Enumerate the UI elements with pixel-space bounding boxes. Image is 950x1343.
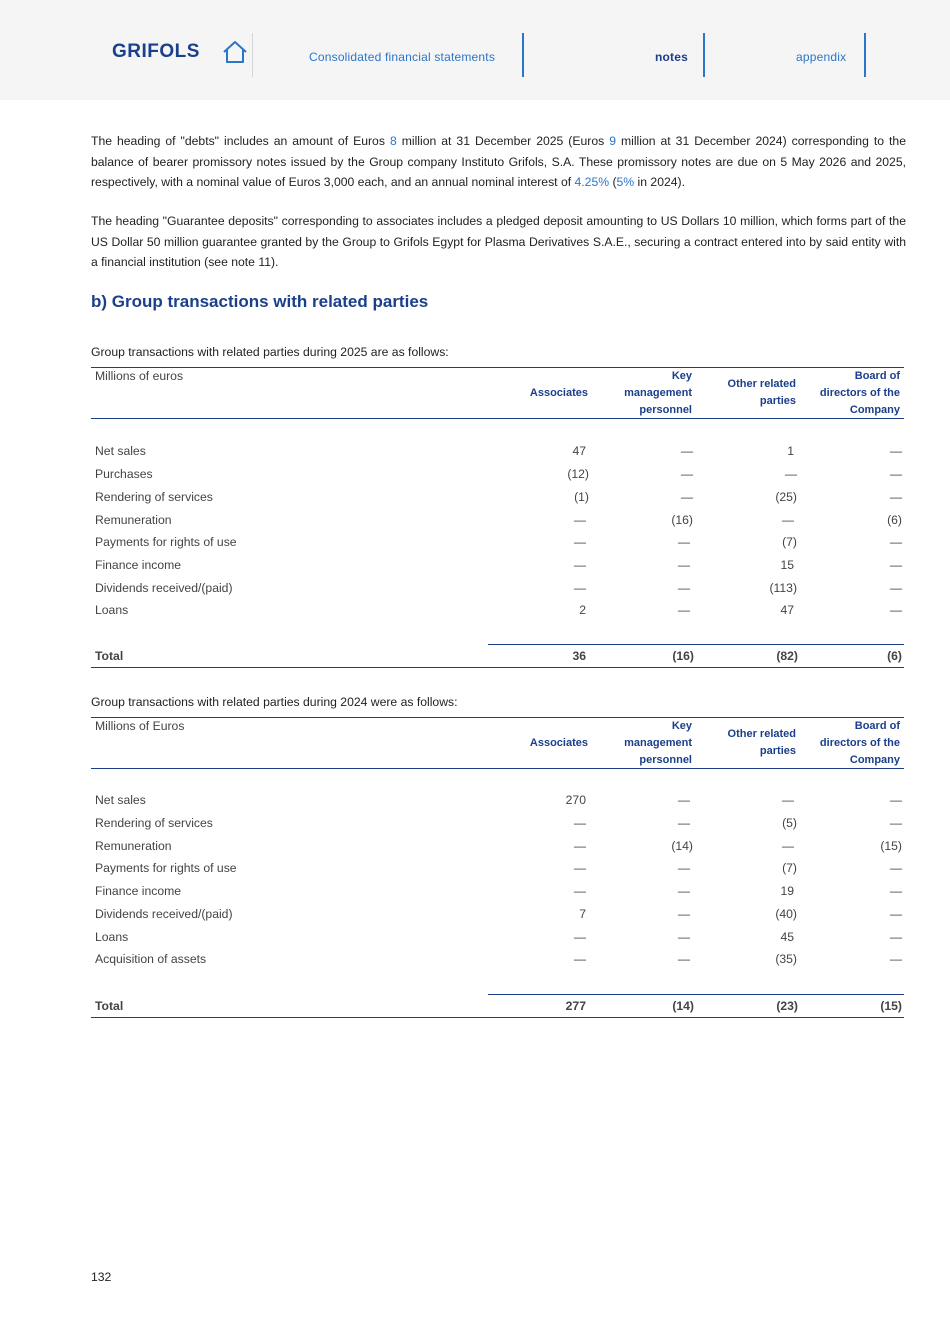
table-units: Millions of euros	[95, 369, 184, 383]
page-header	[0, 0, 950, 100]
nav-consolidated-financial-statements[interactable]: Consolidated financial statements	[309, 50, 496, 64]
column-header-board-of-directors: Board of directors of the Company	[819, 370, 900, 416]
column-header-key-management: Key management personnel	[624, 370, 692, 416]
total-rule	[488, 644, 904, 645]
column-header-associates: Associates	[529, 737, 588, 749]
table-2025: Millions of euros Associates Key management personnel Other related parties Board of directors of the Company Net sales 47 — 1 — Purchases (12) — — — Rendering of services (1) — (25) — Remuneration — (16) — (6) Payments for rights of use — — (7) — Finance income — — 15 — Dividends received/(paid) — — (113) — Loans 2 — 47 — Total 36 (16) (82) (6)	[91, 367, 904, 669]
nav-appendix[interactable]: appendix	[796, 50, 847, 64]
home-icon[interactable]	[222, 40, 248, 64]
column-header-other-related: Other related parties	[727, 378, 796, 407]
column-header-board-of-directors: Board of directors of the Company	[819, 720, 900, 766]
table-2025-caption: Group transactions with related parties during 2025 are as follows:	[91, 345, 449, 359]
table-2024-caption: Group transactions with related parties during 2024 were as follows:	[91, 695, 458, 709]
table-header-rule	[91, 418, 904, 419]
column-header-key-management: Key management personnel	[624, 720, 692, 766]
nav-notes[interactable]: notes	[655, 50, 689, 64]
debts-paragraph: The heading of "debts" includes an amount of Euros 8 million at 31 December 2025 (Euros 9 million at 31 December 2024) corresponding to the balance of bearer promissory notes issued by the Group company Instituto Grifols, S.A. These promissory notes are due on 5 May 2026 and 2025, respectively, with a nominal value of Euros 3,000 each, and an annual nominal interest of 4.25% (5% in 2024).	[91, 134, 906, 189]
column-header-associates: Associates	[529, 387, 588, 399]
header-divider	[252, 33, 253, 77]
section-title: b) Group transactions with related parties	[91, 292, 429, 311]
grifols-logo[interactable]: GRIFOLS	[112, 41, 200, 62]
table-2024: Millions of Euros Associates Key management personnel Other related parties Board of directors of the Company Net sales 270 — — — Rendering of services — — (5) — Remuneration — (14) — (15) Payments for rights of use — — (7) — Finance income — — 19 — Dividends received/(paid) 7 — (40) — Loans — — 45 — Acquisition of assets — — (35) — Total 277 (14) (23) (15)	[91, 717, 904, 1019]
header-divider	[864, 33, 866, 77]
table-bottom-rule	[91, 667, 904, 668]
header-divider	[522, 33, 524, 77]
table-units: Millions of Euros	[95, 719, 185, 733]
column-header-other-related: Other related parties	[727, 728, 796, 757]
page-number: 132	[91, 1270, 112, 1284]
table-bottom-rule	[91, 1017, 904, 1018]
table-header-rule	[91, 768, 904, 769]
total-rule	[488, 994, 904, 995]
guarantee-deposits-paragraph: The heading "Guarantee deposits" corresponding to associates includes a pledged deposit amounting to US Dollars 10 million, which forms part of the US Dollar 50 million guarantee granted by the Group to Grifols Egypt for Plasma Derivatives S.A.E., securing a contract entered into by said entity with a financial institution (see note 11).	[91, 214, 906, 269]
header-divider	[703, 33, 705, 77]
